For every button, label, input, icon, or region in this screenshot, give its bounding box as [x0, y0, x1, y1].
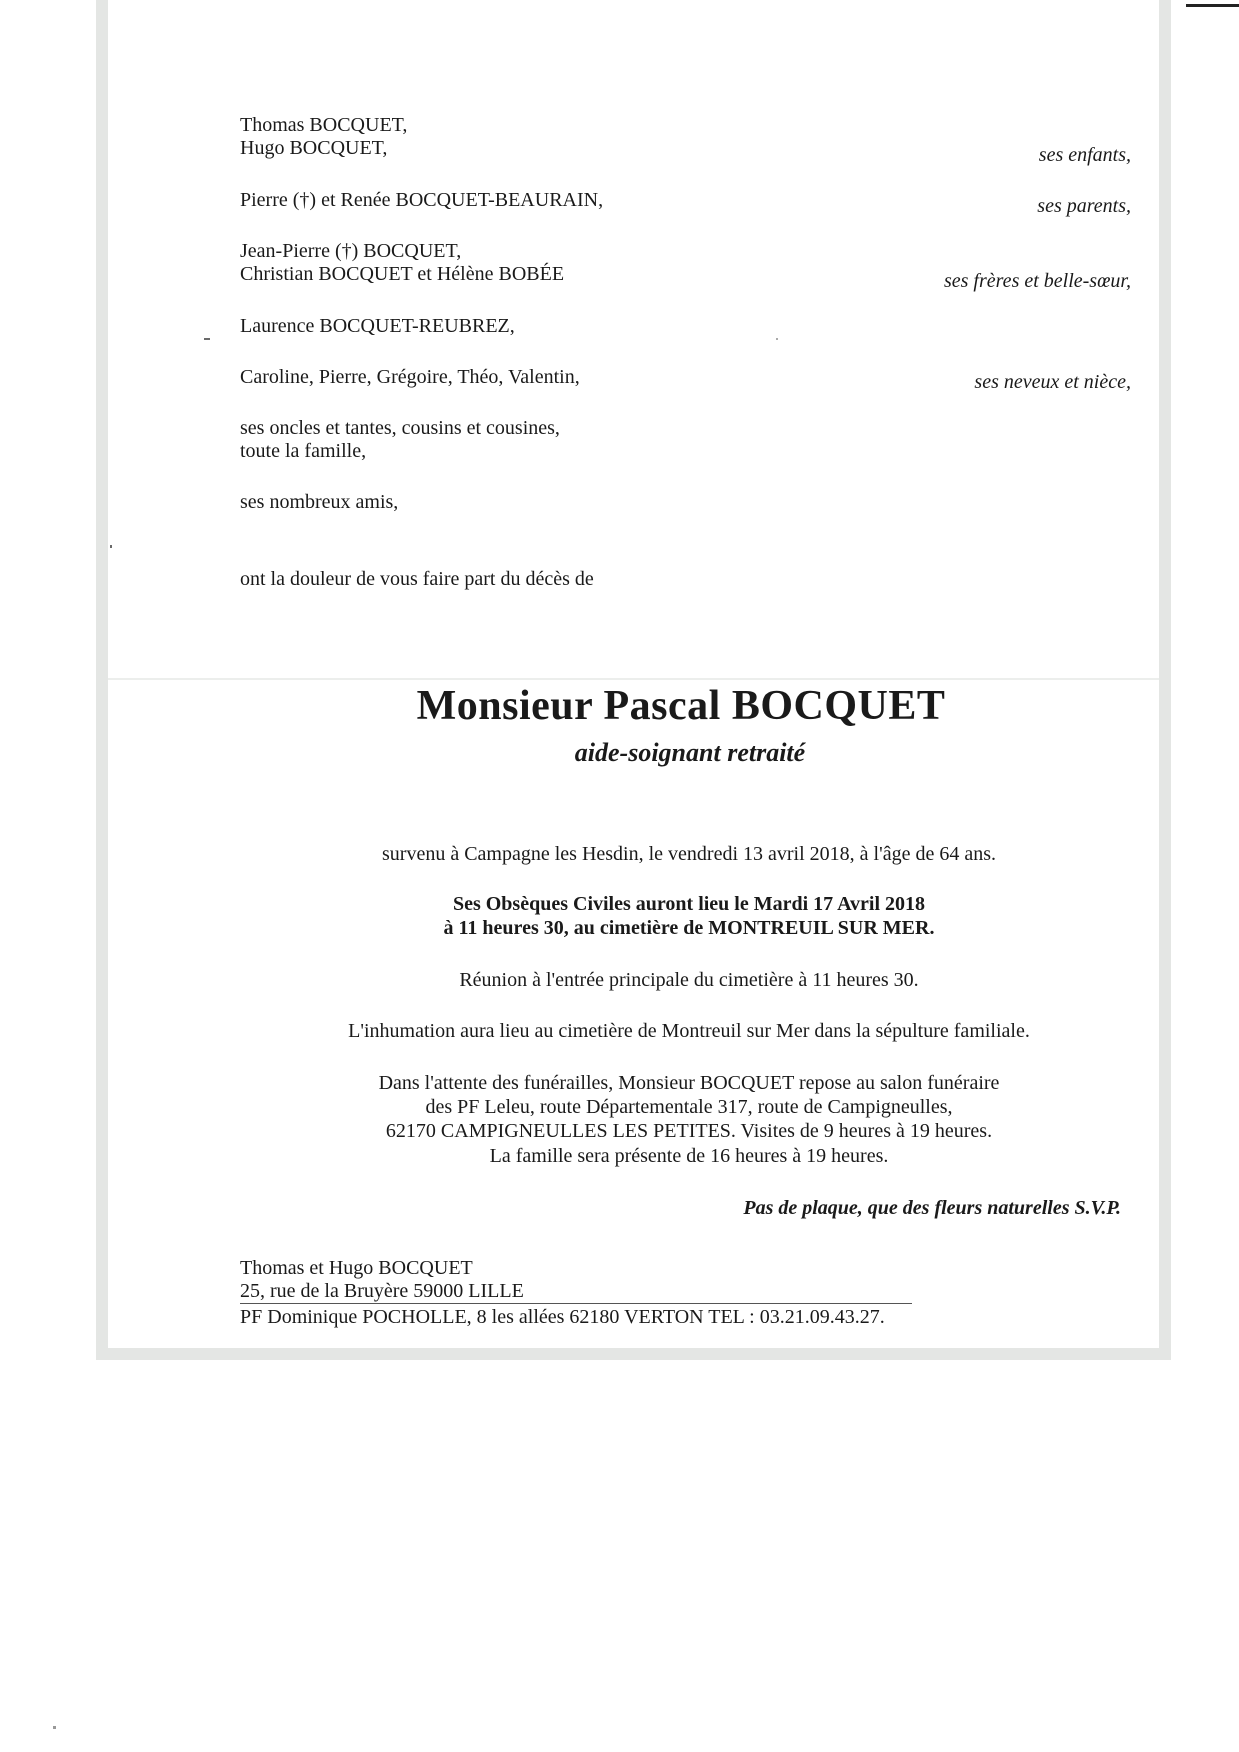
- scan-speck: [53, 1726, 56, 1729]
- relation-label: ses neveux et nièce,: [974, 371, 1131, 393]
- family-member-line: Thomas BOCQUET,: [240, 114, 408, 136]
- family-member-line: Christian BOCQUET et Hélène BOBÉE: [240, 263, 565, 285]
- meeting-line: Réunion à l'entrée principale du cimetière à 11 heures 30.: [459, 969, 919, 991]
- flowers-note: Pas de plaque, que des fleurs naturelles S.V.P.: [743, 1197, 1121, 1219]
- burial-line: L'inhumation aura lieu au cimetière de Montreuil sur Mer dans la sépulture familiale.: [348, 1020, 1030, 1042]
- viewing-line: Dans l'attente des funérailles, Monsieur BOCQUET repose au salon funéraire: [378, 1072, 1000, 1094]
- relation-label: ses frères et belle-sœur,: [943, 270, 1131, 292]
- scan-speck: [110, 545, 112, 548]
- deceased-name: Monsieur Pascal BOCQUET: [416, 683, 946, 729]
- deceased-occupation: aide-soignant retraité: [574, 738, 806, 767]
- family-member-line: Caroline, Pierre, Grégoire, Théo, Valentin,: [240, 366, 580, 388]
- funeral-line: Ses Obsèques Civiles auront lieu le Mardi 17 Avril 2018: [452, 893, 926, 915]
- family-member-line: Hugo BOCQUET,: [240, 137, 388, 159]
- viewing-line: des PF Leleu, route Départementale 317, route de Campigneulles,: [425, 1096, 953, 1118]
- family-member-line: ses nombreux amis,: [240, 491, 399, 513]
- scan-corner-mark: [1186, 4, 1239, 7]
- viewing-line: La famille sera présente de 16 heures à 19 heures.: [489, 1145, 889, 1167]
- relation-label: ses parents,: [1037, 195, 1131, 217]
- scan-speck: [776, 338, 778, 340]
- footer-funeral-home: PF Dominique POCHOLLE, 8 les allées 62180 VERTON TEL : 03.21.09.43.27.: [240, 1306, 885, 1328]
- scan-speck: [204, 338, 210, 340]
- footer-rule: [240, 1303, 912, 1304]
- announcement-line: ont la douleur de vous faire part du décès de: [240, 568, 594, 590]
- family-member-line: Laurence BOCQUET-REUBREZ,: [240, 315, 515, 337]
- family-member-line: Jean-Pierre (†) BOCQUET,: [240, 240, 462, 262]
- family-member-line: Pierre (†) et Renée BOCQUET-BEAURAIN,: [240, 189, 604, 211]
- viewing-line: 62170 CAMPIGNEULLES LES PETITES. Visites de 9 heures à 19 heures.: [385, 1120, 993, 1142]
- death-line: survenu à Campagne les Hesdin, le vendredi 13 avril 2018, à l'âge de 64 ans.: [382, 843, 996, 865]
- family-member-line: toute la famille,: [240, 440, 367, 462]
- fold-line: [108, 678, 1159, 680]
- relation-label: ses enfants,: [1038, 144, 1131, 166]
- funeral-line: à 11 heures 30, au cimetière de MONTREUIL SUR MER.: [443, 917, 935, 939]
- family-member-line: ses oncles et tantes, cousins et cousines,: [240, 417, 560, 439]
- footer-address: 25, rue de la Bruyère 59000 LILLE: [240, 1280, 524, 1302]
- footer-sender: Thomas et Hugo BOCQUET: [240, 1257, 473, 1279]
